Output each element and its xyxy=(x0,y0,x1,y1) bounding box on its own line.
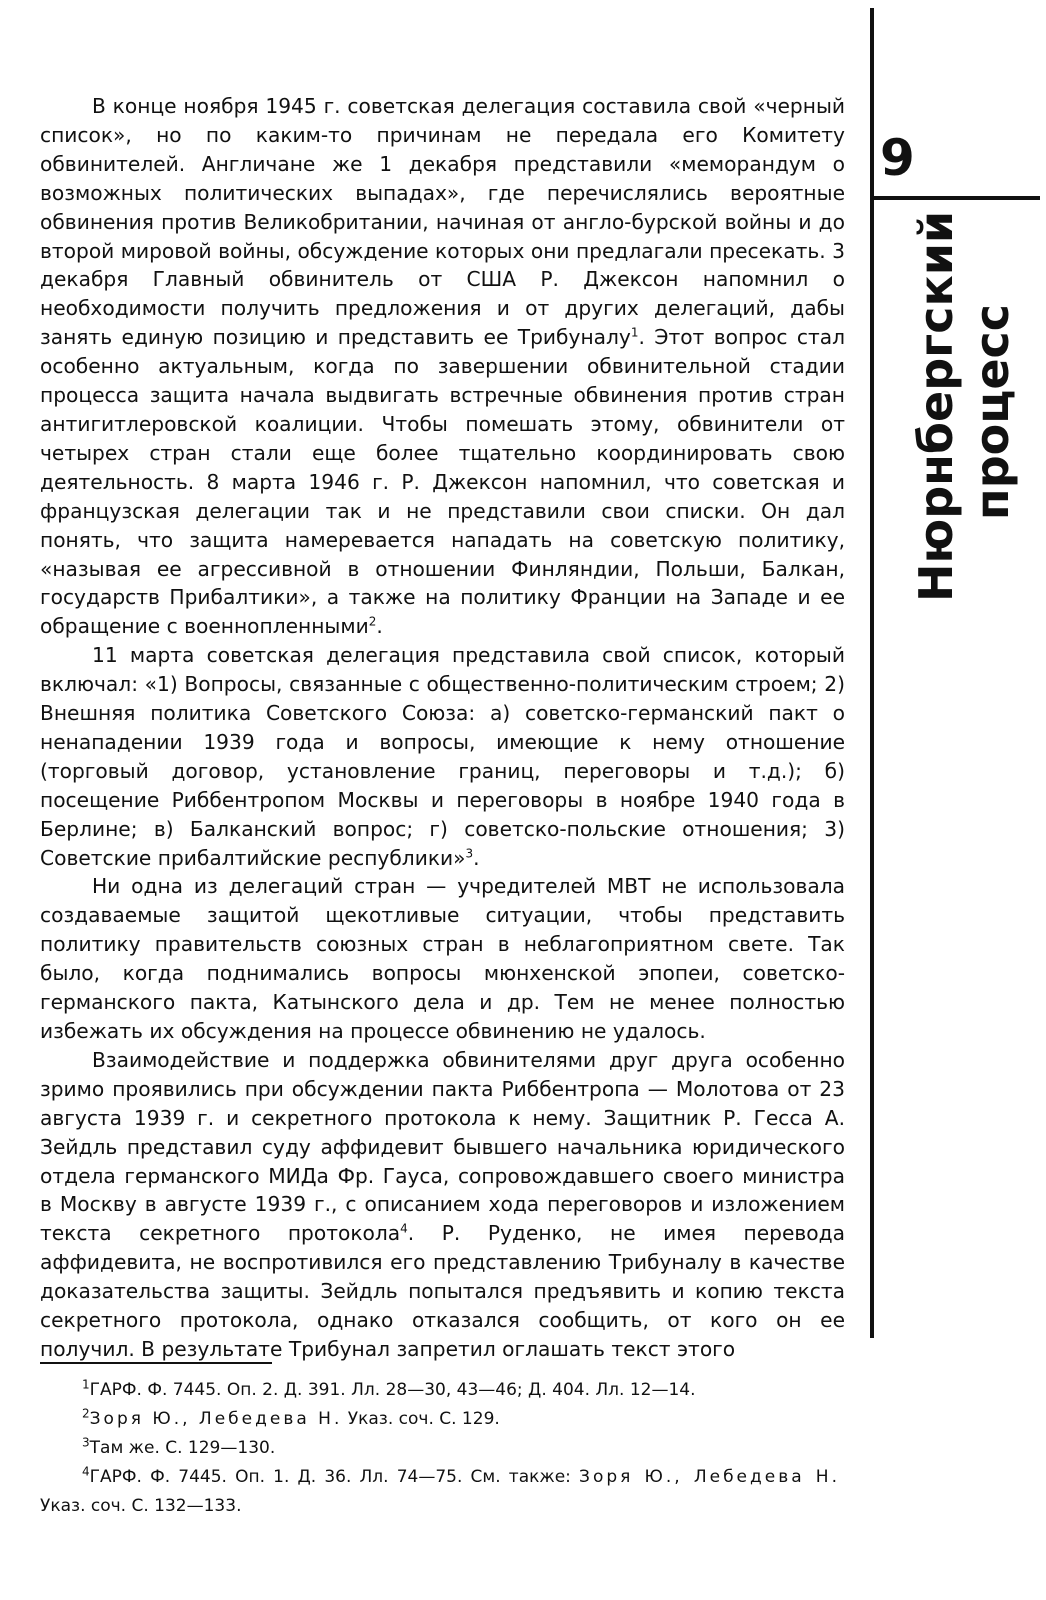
paragraph-2 xyxy=(40,641,845,872)
footnote-3 xyxy=(40,1434,840,1463)
margin-vertical-rule xyxy=(870,8,874,1338)
paragraph-1-text-c: . xyxy=(376,614,383,639)
footnote-ref-4: 4 xyxy=(400,1221,408,1236)
running-head xyxy=(896,210,1032,602)
footnote-ref-2: 2 xyxy=(368,614,377,629)
footnote-1-text: ГАРФ. Ф. 7445. Оп. 2. Д. 391. Лл. 28—30, 43—46; Д. 404. Лл. 12—14. xyxy=(89,1380,696,1400)
page-number: 9 xyxy=(880,129,915,187)
running-head-line-2: процесс xyxy=(965,303,1019,521)
footnote-ref-1: 1 xyxy=(630,325,639,340)
footnote-3-number: 3 xyxy=(82,1435,90,1450)
footnote-2-number: 2 xyxy=(82,1406,90,1421)
footnote-3-text: Там же. С. 129—130. xyxy=(89,1438,276,1458)
footnote-2-text: Указ. соч. С. 129. xyxy=(342,1409,500,1429)
footnote-4-author: Зоря Ю., Лебедева Н. xyxy=(579,1467,840,1487)
running-head-line-1: Нюрнбергский xyxy=(909,210,963,602)
footnote-2 xyxy=(40,1405,840,1434)
running-head-text xyxy=(908,210,1020,602)
paragraph-4-text-b: . Р. Руденко, не имея перевода аффидевита, не воспротивился его представлению Трибуналу в качестве доказательства защиты. Зейдль попытался предъявить и копию текста секретного протокола, однако отказался сообщить, от кого он ее получил. В результате Трибунал запретил оглашать текст этого xyxy=(40,1221,845,1361)
paragraph-1-text-a: В конце ноября 1945 г. советская делегация составила свой «черный список», но по каким-то причинам не передала его Комитету обвинителей. Англичане же 1 декабря представили «меморандум о возможных политических выпадах», где перечислялись вероятные обвинения против Великобритании, начиная от англо-бурской войны и до второй мировой войны, обсуждение которых они предлагали пресекать. 3 декабря Главный обвинитель от США Р. Джексон напомнил о необходимости получить предложения и от других делегаций, дабы занять единую позицию и представить ее Трибуналу xyxy=(40,94,845,350)
footnote-separator xyxy=(40,1362,272,1364)
paragraph-4-text-a: Взаимодействие и поддержка обвинителями друг друга особенно зримо проявились при обсуждении пакта Риббентропа — Молотова от 23 августа 1939 г. и секретного протокола к нему. Защитник Р. Гесса А. Зейдль представил суду аффидевит бывшего начальника юридического отдела германского МИДа Фр. Гауса, сопровождавшего своего министра в Москву в августе 1939 г., с описанием хода переговоров и изложением текста секретного протокола xyxy=(40,1047,845,1246)
footnote-2-author: Зоря Ю., Лебедева Н. xyxy=(89,1409,343,1429)
main-text xyxy=(40,92,845,1364)
paragraph-2-text-a: 11 марта советская делегация представила свой список, который включал: «1) Вопросы, связанные с общественно-политическим строем; 2) Внешняя политика Советского Союза: а) советско-германский пакт о ненападении 1939 года и вопросы, имеющие к нему отношение (торговый договор, установление границ, переговоры и т.д.); б) посещение Риббентропом Москвы и переговоры в ноябре 1940 года в Берлине; в) Балканский вопрос; г) советско-польские отношения; 3) Советские прибалтийские республики» xyxy=(40,643,845,870)
paragraph-1-text-b: . Этот вопрос стал особенно актуальным, когда по завершении обвинительной стадии процесса защита начала выдвигать встречные обвинения против стран антигитлеровской коалиции. Чтобы помешать этому, обвинители от четырех стран стали еще более тщательно координировать свою деятельность. 8 марта 1946 г. Р. Джексон напомнил, что советская и французская делегации так и не представили свои списки. Он дал понять, что защита намеревается нападать на советскую политику, «называя ее агрессивной в отношении Финляндии, Польши, Балкан, государств Прибалтики», а также на политику Франции на Западе и ее обращение с военнопленными xyxy=(40,325,846,639)
footnote-4-text-b: Указ. соч. С. 132—133. xyxy=(40,1496,242,1516)
footnote-1 xyxy=(40,1376,840,1405)
footnote-ref-3: 3 xyxy=(465,845,474,860)
margin-horizontal-rule xyxy=(870,196,1040,200)
paragraph-2-text-b: . xyxy=(473,845,480,870)
paragraph-1 xyxy=(40,92,845,641)
footnote-4-number: 4 xyxy=(82,1464,90,1479)
footnotes xyxy=(40,1376,840,1521)
footnote-4-text-a: ГАРФ. Ф. 7445. Оп. 1. Д. 36. Лл. 74—75. См. также: xyxy=(89,1467,580,1487)
footnote-4 xyxy=(40,1463,840,1521)
paragraph-3: Ни одна из делегаций стран — учредителей МВТ не использовала создаваемые защитой щекотливые ситуации, чтобы представить политику правительств союзных стран в неблагоприятном свете. Так было, когда поднимались вопросы мюнхенской эпопеи, советско-германского пакта, Катынского дела и др. Тем не менее полностью избежать их обсуждения на процессе обвинению не удалось. xyxy=(40,874,845,1043)
footnote-1-number: 1 xyxy=(82,1377,90,1392)
paragraph-4 xyxy=(40,1046,845,1364)
